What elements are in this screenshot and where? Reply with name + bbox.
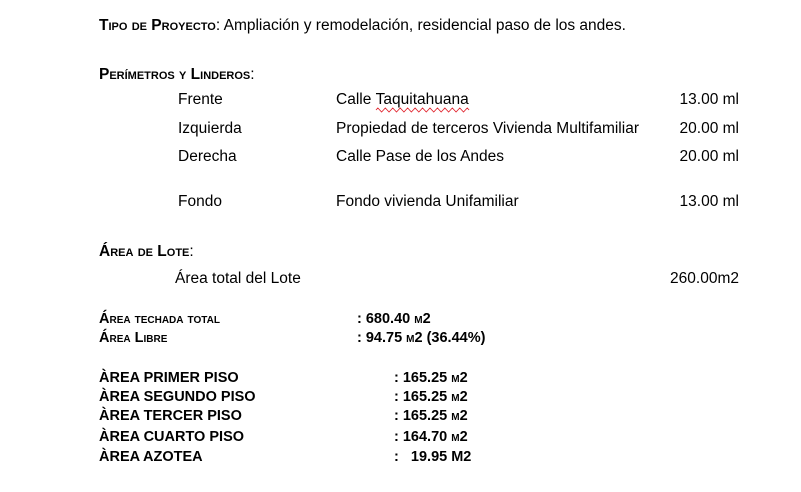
lot-area-heading: Área de Lote [99, 243, 190, 260]
perimeter-desc-fondo: Fondo vivienda Unifamiliar [336, 193, 519, 210]
perimeter-side-frente: Frente [178, 91, 223, 108]
perimeters-heading-colon: : [250, 66, 255, 83]
floor-area-label-4: ÀREA CUARTO PISO [99, 429, 245, 445]
roofed-area-value [357, 311, 431, 328]
free-area-label [99, 330, 167, 347]
perimeter-desc-izquierda: Propiedad de terceros Vivienda Multifamiliar [336, 120, 639, 137]
free-area-value [357, 330, 485, 347]
perimeter-length-fondo: 13.00 ml [679, 193, 739, 210]
floor-area-label-5: ÀREA AZOTEA [99, 449, 203, 465]
floor-area-value-5 [394, 449, 471, 466]
floor-area-label-3: ÀREA TERCER PISO [99, 408, 242, 424]
perimeter-length-izquierda: 20.00 ml [679, 120, 739, 137]
floor-area-value-3 [394, 408, 468, 425]
lot-area-label: Área total del Lote [175, 270, 301, 287]
lot-area-heading-colon: : [189, 243, 194, 260]
misspelled-word [376, 91, 469, 109]
perimeter-length-derecha: 20.00 ml [679, 148, 739, 165]
floor-area-value-2-text: : 165.25 m2 [394, 389, 468, 405]
project-type-value: Ampliación y remodelación, residencial paso de los andes. [223, 17, 626, 34]
floor-area-label-2: ÀREA SEGUNDO PISO [99, 389, 256, 405]
lot-area-value: 260.00m2 [670, 270, 739, 287]
perimeter-desc-frente [336, 91, 469, 109]
perimeter-side-fondo: Fondo [178, 193, 222, 210]
floor-area-value-4-text: : 164.70 m2 [394, 429, 468, 445]
street-prefix: Calle [336, 91, 376, 108]
project-type-line [99, 17, 626, 35]
perimeters-heading-line [99, 66, 255, 84]
street-name: Taquitahuana [375, 91, 469, 108]
perimeters-heading: Perímetros y Linderos [99, 66, 251, 83]
floor-area-value-1-text: : 165.25 m2 [394, 370, 468, 386]
project-type-heading: Tipo de Proyecto [99, 17, 216, 34]
floor-area-value-4 [394, 429, 468, 446]
floor-area-label-1: ÀREA PRIMER PISO [99, 370, 239, 386]
roofed-area-label-text: Área techada total [99, 311, 220, 327]
floor-area-value-1 [394, 370, 468, 387]
project-type-colon: : [215, 17, 221, 34]
spellcheck-underline [376, 108, 469, 112]
lot-area-heading-line [99, 243, 194, 261]
perimeter-length-frente: 13.00 ml [679, 91, 739, 108]
floor-area-value-5-text: : 19.95 M2 [394, 449, 472, 465]
roofed-area-value-text: : 680.40 m2 [357, 311, 431, 327]
perimeter-side-derecha: Derecha [178, 148, 237, 165]
free-area-value-text: : 94.75 m2 (36.44%) [357, 330, 486, 346]
floor-area-value-2 [394, 389, 468, 406]
floor-area-value-3-text: : 165.25 m2 [394, 408, 468, 424]
perimeter-desc-derecha: Calle Pase de los Andes [336, 148, 505, 165]
roofed-area-label [99, 311, 220, 328]
free-area-label-text: Área Libre [99, 330, 168, 346]
perimeter-side-izquierda: Izquierda [178, 120, 242, 137]
